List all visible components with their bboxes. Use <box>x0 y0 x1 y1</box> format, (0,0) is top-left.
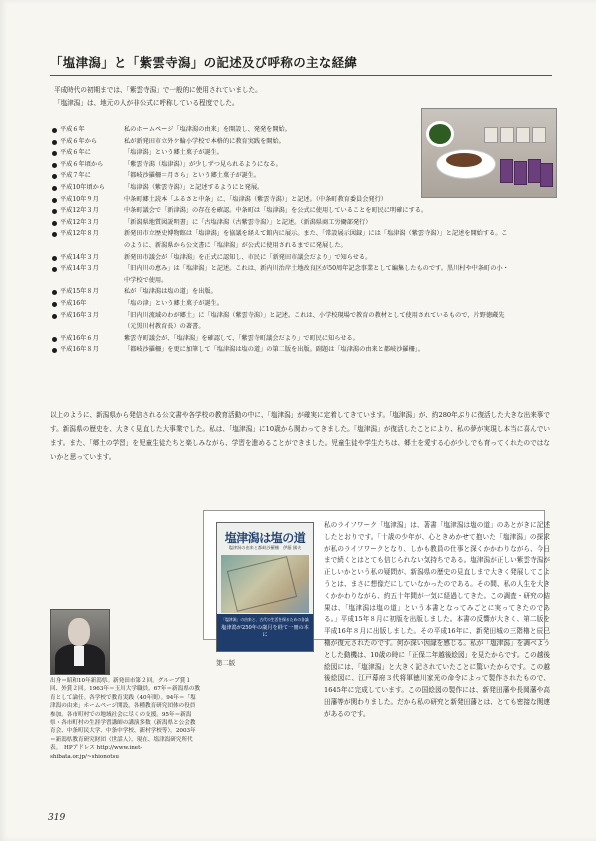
timeline-year: 平成12年３月 <box>60 218 99 226</box>
timeline-entry <box>52 124 512 136</box>
portrait-shirt <box>74 646 84 666</box>
timeline-text: 新発田市立歴史博物館は「塩津潟」を協議を経えて館内に展示。また、「常設展示図録」には「塩津潟（紫雲寺潟）」と記述を開始する。このように、新潟県から公文書に「塩津潟」が公式に使用されるまでに発展した。 <box>124 230 508 249</box>
timeline-entry <box>52 205 512 217</box>
intro-text <box>54 84 262 110</box>
timeline-text: 私のホームページ「塩津潟の由来」を開設し、発発を開始。 <box>124 126 291 133</box>
bullet-icon <box>52 186 57 191</box>
bullet-icon <box>52 209 57 214</box>
section-title: 「塩津潟」と「紫雲寺潟」の記述及び呼称の主な経緯 <box>50 55 358 70</box>
bullet-icon <box>52 256 57 261</box>
bullet-icon <box>52 232 57 237</box>
timeline-text: 「新潟県地質図説明書」に「古塩津潟（古紫雲寺潟）」と記述。（新潟県商工労働部発行） <box>124 218 372 226</box>
book-cover-map <box>221 555 309 613</box>
timeline-entry <box>52 344 512 356</box>
bullet-icon <box>52 163 57 168</box>
sweet-box <box>532 127 546 143</box>
timeline-year: 平成６年に <box>60 149 91 157</box>
timeline-text: 「紫雲寺潟（塩津潟）」が少しずつ見られるようになる。 <box>124 160 282 168</box>
bullet-icon <box>52 198 57 203</box>
bullet-icon <box>52 337 57 342</box>
intro-line: 平成時代の初期までは、「紫雲寺潟」で一般的に使用されていました。 <box>54 86 262 94</box>
timeline-year: 平成12年８月 <box>60 230 99 238</box>
timeline-year: 平成７年に <box>60 172 91 180</box>
timeline-entry <box>52 252 512 264</box>
sweet-package <box>540 163 553 187</box>
timeline-text: 私が新発田市立外ケ輪小学校で本格的に教育実践を開始。 <box>124 137 285 145</box>
page-number: 319 <box>48 813 66 823</box>
portrait-head <box>68 618 90 646</box>
timeline-text: 紫雲寺町議会が、「塩津潟」を確認して、「紫雲寺町議会だより」で町民に知らせる。 <box>124 334 359 342</box>
timeline-entry <box>52 286 512 298</box>
timeline-entry <box>52 310 512 333</box>
timeline-text: 「旧内川の恵み」は「塩津潟」と記述。これは、新内川治岸土地改良区が50周年記念事業として編集したものです。黒川村や中条町の小・中学校で使用。 <box>124 265 509 284</box>
author-portrait <box>50 609 110 675</box>
timeline-year: 平成６年頃から <box>60 160 104 168</box>
timeline-entry <box>52 333 512 345</box>
timeline-text: 「塩の津」という郷土菓子が誕生。 <box>124 299 223 307</box>
bullet-icon <box>52 290 57 295</box>
timeline-text: 新発田市議会が「塩津潟」を正式に認知し、市民に「新発田市議会だより」で知らせる。 <box>124 253 372 261</box>
timeline-text: 「塩津潟（紫雲寺潟）」と記述するようにと発展。 <box>124 183 264 191</box>
book-description: 私のライフワーク「塩津潟」は、著書「塩津潟は塩の道」のあとがきに記述したとおりです。「十歳の少年が、心ときめかせて抱いた「塩津潟」の探求が私のライフワークとなり、しかも教員の仕事と深くかかわりながら、今日まで続くとはとても信じられない気持ちである。塩津潟が正しい紫雲寺潟が正しいかという私の疑問が、新潟県の歴史の見直しまで大きく発展してこようとは、まさに想像だにしていなかったのである。その間、私の人生を大きくかかわりながら、約五十年間が一気に経過してきた。この調査・研究の結果は、「塩津潟は塩の道」という本書となってみごとに実ってきたのである。」平成15年８月に初版を出版しました。本書の反響が大きく、第二版を平成16年８月に出版しました。その平成16年に、新発田城の三階櫓と辰巳櫓が復元されたのです。何か深い因縁を感じる。私が「塩津潟」を調べようとした動機は、10歳の時に「正保二年越後絵図」を見たからです。この越後絵図には、「塩津潟」と大きく記されていたことに驚いたからです。この越後絵図に、江戸幕府３代将軍徳川家光の命令によって製作されたもので、1645年に完成しています。この国絵図の製作には、新発田藩や長岡藩や高田藩等が関わりました。だから私の研究と新発田藩とは、とても密接な関連があるのです。 <box>324 521 550 718</box>
timeline-entry <box>52 147 512 159</box>
timeline <box>52 124 512 356</box>
bullet-icon <box>52 348 57 353</box>
timeline-entry <box>52 298 512 310</box>
timeline-text: 「塩津潟」という郷土菓子が誕生。 <box>124 149 223 157</box>
bullet-icon <box>52 140 57 145</box>
book-cover-title: 塩津潟は塩の道 <box>224 531 306 545</box>
book-cover-subtitle: 塩津潟の由来と都岐沙羅柵 伊藤 國夫 <box>228 545 302 550</box>
bullet-icon <box>52 267 57 272</box>
bullet-icon <box>52 314 57 319</box>
timeline-year: 平成16年６月 <box>60 334 99 342</box>
sweet-package <box>514 161 527 185</box>
timeline-text: 「都岐沙羅柵＝月さら」という郷土菓子が誕生。 <box>124 172 261 180</box>
bullet-icon <box>52 221 57 226</box>
timeline-entry <box>52 228 512 251</box>
timeline-year: 平成６年から <box>60 137 98 145</box>
timeline-year: 平成14年３月 <box>60 253 99 261</box>
bullet-icon <box>52 174 57 179</box>
timeline-entry <box>52 159 512 171</box>
timeline-entry <box>52 182 512 194</box>
timeline-year: 平成６年 <box>60 126 85 133</box>
timeline-text: 私が「塩津潟は塩の道」を出版。 <box>124 288 217 296</box>
timeline-entry <box>52 217 512 229</box>
timeline-year: 平成12年３月 <box>60 207 99 215</box>
timeline-year: 平成14年３月 <box>60 265 99 273</box>
timeline-entry <box>52 194 512 206</box>
book-cover-image <box>216 522 314 652</box>
title-underline <box>50 75 552 76</box>
bullet-icon <box>52 302 57 307</box>
timeline-year: 平成16年８月 <box>60 346 99 354</box>
timeline-text: 中条町郷土読本「ふるさと中条」に、「塩津潟（紫雲寺潟）」と記述。（中条町教育委員会発行） <box>124 195 387 203</box>
timeline-entry <box>52 170 512 182</box>
timeline-year: 平成10年頃から <box>60 183 105 191</box>
author-bio: 出身＝昭和10年新潟県。新発田市第２回。グループ賞１回、外賞２回。1963年＝玉川大学職員。67年＝新潟県の教育として論任。各学校で教育実践（40年間）。94年＝「塩津潟の由来」ホームページ開設。各種教育研究団体の役員参加。各市町村での地域社会に尽くの支援。95年＝新潟県・各市町村の生涯学習講師の講演多数（新潟県と公会教育会、中条町民大学、中条中学校、新村学校等）。2003年＝新潟県教育研究財団（世話人）。現在、塩津潟研究所代表。 HPアドレス http://www.inet-shibata.or.jp/~shionotsu <box>50 678 201 760</box>
timeline-entry <box>52 136 512 148</box>
timeline-year: 平成16年３月 <box>60 311 99 319</box>
summary-paragraph: 以上のように、新潟県から発信される公文書や各学校の教育活動の中に、「塩津潟」が確実に定着してきています。「塩津潟」が、約280年ぶりに復活した大きな出来事です。新潟県の歴史を、大きく見直した大事業でした。私は、「塩津潟」に10歳から関わってきました。「塩津潟」が復活したことにより、私の夢が実現し本当に喜んでいます。また、「郷土の学習」を児童生徒たちと楽しみながら、学習を進めることができました。児童生徒や学生たちは、郷土を愛する心が少しでも育ってくれたのではないかと思っています。 <box>50 411 550 461</box>
book-cover-band-caption: 「塩津潟」の由来と、古代の生活を探るための各論 <box>221 617 309 622</box>
edition-label: 第二版 <box>216 659 236 667</box>
timeline-year: 平成10年９月 <box>60 195 99 203</box>
bullet-icon <box>52 151 57 156</box>
timeline-year: 平成15年８月 <box>60 288 99 296</box>
intro-line: 「塩津潟」は、地元の人が非公式に呼称している程度でした。 <box>54 99 239 107</box>
timeline-text: 中条町議会で「新津潟」の存在を確認。中条町は「塩津潟」を公式に使用していることを町民に明確にする。 <box>124 207 428 215</box>
bullet-icon <box>52 128 57 133</box>
book-cover-band-headline: 塩津潟が250年の歳月を経て一冊の本に <box>221 625 309 638</box>
timeline-year: 平成16年 <box>60 299 87 307</box>
timeline-entry <box>52 263 512 286</box>
timeline-text: 「都岐沙羅柵」を更に加筆して「塩津潟は塩の道」の第二版を出版。副題は「塩津潟の由来と都岐沙羅柵」。 <box>124 346 425 354</box>
sweet-box <box>516 127 530 143</box>
timeline-text: 「旧内川流域のわが郷土」に「塩津潟（紫雲寺潟）」と記述。これは、小学校現場で教育の教材として使用されているもので、片野徳蔵先（元黒川村教育長）の著書。 <box>124 311 505 331</box>
